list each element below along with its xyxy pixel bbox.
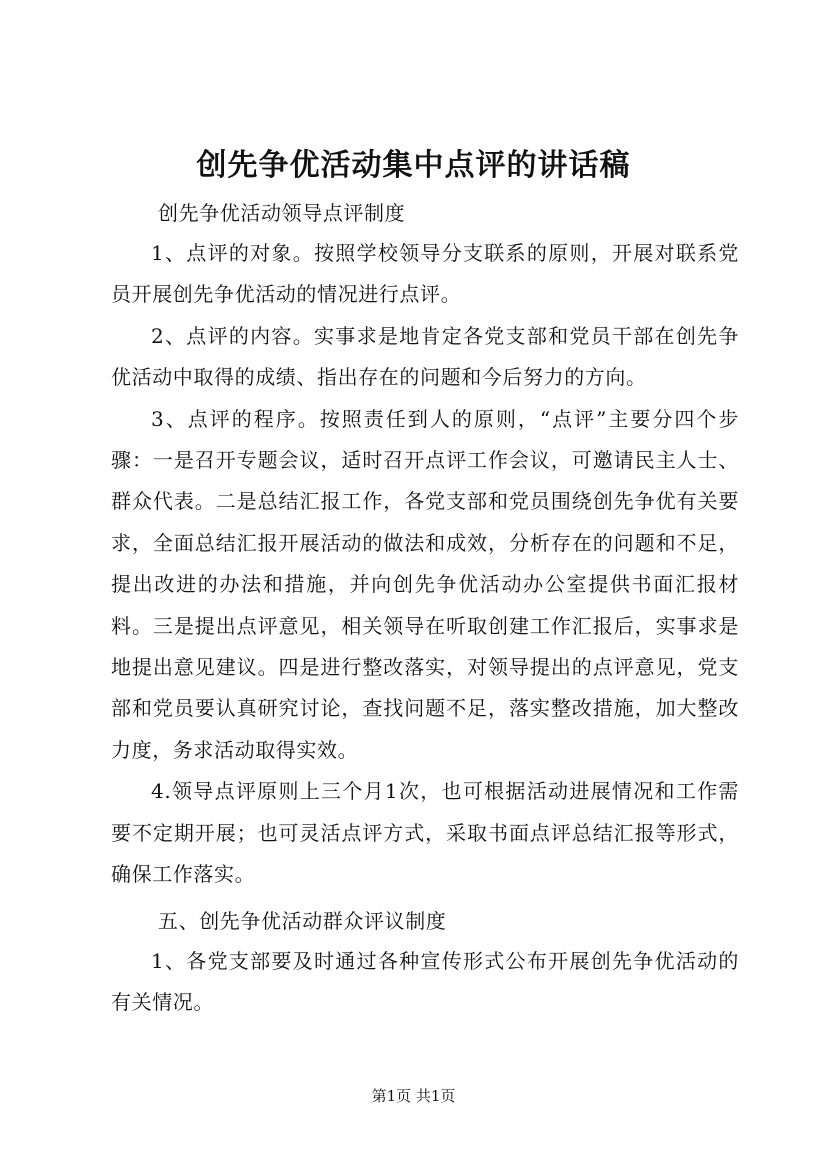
paragraph-item-2: 2、点评的内容。实事求是地肯定各党支部和党员干部在创先争优活动中取得的成绩、指出存在的问题和今后努力的方向。 (111, 323, 739, 390)
section-body (111, 233, 739, 896)
section-heading-2: 五、创先争优活动群众评议制度 (158, 909, 447, 933)
section-heading: 创先争优活动领导点评制度 (158, 201, 406, 225)
paragraph-item-3: 3、点评的程序。按照责任到人的原则，“点评”主要分四个步骤：一是召开专题会议，适时召开点评工作会议，可邀请民主人士、群众代表。二是总结汇报工作，各党支部和党员围绕创先争优有关要求，全面总结汇报开展活动的做法和成效，分析存在的问题和不足，提出改进的办法和措施，并向创先争优活动办公室提供书面汇报材料。三是提出点评意见，相关领导在听取创建工作汇报后，实事求是地提出意见建议。四是进行整改落实，对领导提出的点评意见，党支部和党员要认真研究讨论，查找问题不足，落实整改措施，加大整改力度，务求活动取得实效。 (111, 406, 739, 762)
section-body-2 (111, 941, 739, 1024)
paragraph-item-1: 1、点评的对象。按照学校领导分支联系的原则，开展对联系党员开展创先争优活动的情况进行点评。 (111, 241, 739, 307)
page-footer: 第1页 共1页 (371, 1087, 456, 1105)
paragraph-item-4: 4.领导点评原则上三个月1次，也可根据活动进展情况和工作需要不定期开展；也可灵活点评方式，采取书面点评总结汇报等形式，确保工作落实。 (111, 779, 739, 887)
paragraph-item-5: 1、各党支部要及时通过各种宣传形式公布开展创先争优活动的有关情况。 (111, 949, 739, 1015)
document-title: 创先争优活动集中点评的讲话稿 (196, 148, 631, 183)
